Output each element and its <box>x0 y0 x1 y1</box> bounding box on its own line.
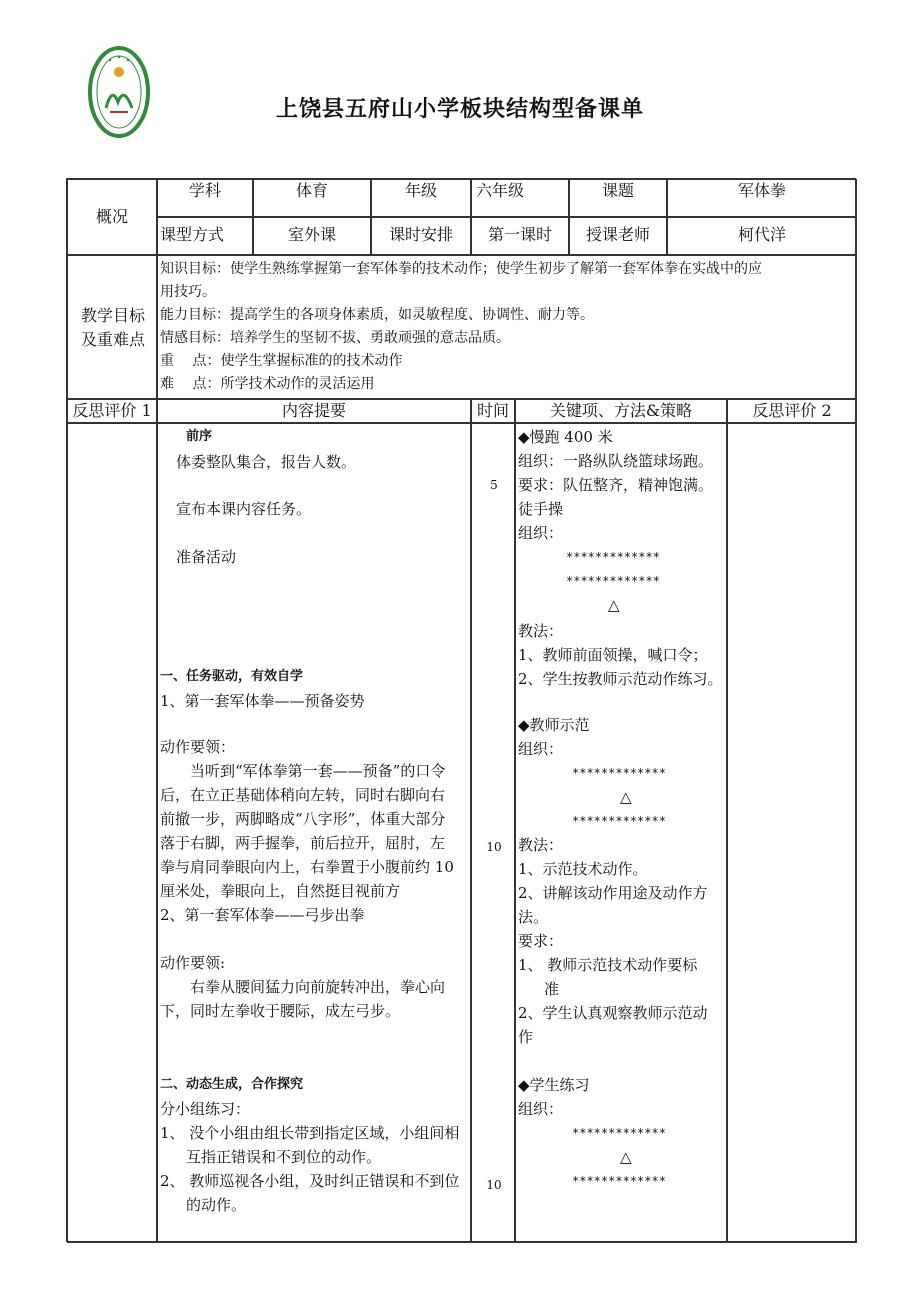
method-line: 1、教师前面领操，喊口令； <box>518 646 708 664</box>
goal-line: 难 点：所学技术动作的灵活运用 <box>160 376 375 392</box>
formation-row: ************* <box>566 550 660 564</box>
content-line: 互指正错误和不到位的动作。 <box>186 1148 382 1166</box>
teacher-value: 柯代洋 <box>667 217 857 255</box>
goals-content <box>157 255 857 399</box>
reflect2-cell <box>727 423 857 1243</box>
content-line: 落于右脚，两手握拳，前后拉开，屈肘，左 <box>160 834 446 852</box>
col-header-content: 内容提要 <box>157 399 471 423</box>
time-value: 5 <box>490 478 498 492</box>
method-line: 2、学生认真观察教师示范动 <box>518 1004 708 1022</box>
goals-label-line2: 及重难点 <box>80 330 145 349</box>
method-line: 1、 教师示范技术动作要标 <box>518 956 698 974</box>
teacher-label: 授课老师 <box>569 217 667 255</box>
method-line: 教法： <box>518 622 564 640</box>
content-line: 分小组练习： <box>160 1100 251 1118</box>
method-line: 组织： <box>518 1100 564 1118</box>
content-line: 1、第一套军体拳——预备姿势 <box>160 692 365 710</box>
method-line: 要求： <box>518 932 564 950</box>
formation-row: ************* <box>566 574 660 588</box>
method-line: 徒手操 <box>518 500 564 518</box>
topic-value: 军体拳 <box>667 179 857 217</box>
method-line: ◆教师示范 <box>518 716 590 734</box>
col-header-reflect1: 反思评价 1 <box>67 399 157 423</box>
goal-line: 知识目标：使学生熟练掌握第一套军体拳的技术动作；使学生初步了解第一套军体拳在实战中的应 <box>160 261 762 277</box>
goal-line: 用技巧。 <box>160 284 216 300</box>
period-value: 第一课时 <box>471 217 569 255</box>
goals-label-cell <box>67 255 157 399</box>
content-line: 动作要领： <box>160 738 236 756</box>
method-line: 组织： <box>518 740 564 758</box>
method-line: 组织： <box>518 524 564 542</box>
content-line: 的动作。 <box>186 1196 247 1214</box>
method-line: 要求：队伍整齐，精神饱满。 <box>518 476 714 494</box>
teacher-marker: △ <box>620 1148 632 1166</box>
method-line: ◆学生练习 <box>518 1076 590 1094</box>
period-label: 课时安排 <box>371 217 471 255</box>
content-line: 体委整队集合，报告人数。 <box>176 453 357 471</box>
formation-row: ************* <box>572 1126 666 1140</box>
content-line: 2、第一套军体拳——弓步出拳 <box>160 906 365 924</box>
time-cell <box>471 423 515 1243</box>
grade-value: 六年级 <box>471 179 569 217</box>
method-line: 教法： <box>518 836 564 854</box>
method-cell <box>515 423 727 1243</box>
method-line: 2、讲解该动作用途及动作方 <box>518 884 708 902</box>
content-heading: 一、任务驱动，有效自学 <box>160 669 304 684</box>
col-header-time: 时间 <box>471 399 515 423</box>
reflect1-cell <box>67 423 157 1243</box>
time-value: 10 <box>486 1178 502 1192</box>
content-line: 前撤一步，两脚略成“八字形”，体重大部分 <box>160 810 446 828</box>
method-line: 组织：一路纵队绕篮球场跑。 <box>518 452 714 470</box>
content-line: 宣布本课内容任务。 <box>176 500 312 518</box>
type-label: 课型方式 <box>157 217 253 255</box>
content-line: 后，在立正基础体稍向左转，同时右脚向右 <box>160 786 446 804</box>
content-cell <box>157 423 471 1243</box>
overview-label: 概况 <box>67 179 157 255</box>
content-line: 厘米处，拳眼向上，自然挺目视前方 <box>160 882 401 900</box>
goal-line: 能力目标：提高学生的各项身体素质，如灵敏程度、协调性、耐力等。 <box>160 307 594 323</box>
content-line: 当听到“军体拳第一套——预备”的口令 <box>190 762 446 780</box>
grade-label: 年级 <box>371 179 471 217</box>
formation-row: ************* <box>572 814 666 828</box>
teacher-marker: △ <box>608 596 620 614</box>
goal-line: 情感目标：培养学生的坚韧不拔、勇敢顽强的意志品质。 <box>160 330 510 346</box>
col-header-method: 关键项、方法&策略 <box>515 399 727 423</box>
teacher-marker: △ <box>620 788 632 806</box>
subject-value: 体育 <box>253 179 371 217</box>
content-line: 右拳从腰间猛力向前旋转冲出，拳心向 <box>190 978 446 996</box>
content-heading: 前序 <box>186 429 213 444</box>
content-heading: 二、动态生成，合作探究 <box>160 1077 304 1092</box>
method-line: 1、示范技术动作。 <box>518 860 648 878</box>
content-line: 动作要领: <box>160 954 226 972</box>
content-line: 下，同时左拳收于腰际，成左弓步。 <box>160 1002 401 1020</box>
time-value: 10 <box>486 840 502 854</box>
content-line: 2、 教师巡视各小组，及时纠正错误和不到位 <box>160 1172 460 1190</box>
lesson-plan-table <box>66 178 856 1242</box>
formation-row: ************* <box>572 766 666 780</box>
content-line: 拳与肩同拳眼向内上，右拳置于小腹前约 10 <box>160 858 454 876</box>
col-header-reflect2: 反思评价 2 <box>727 399 857 423</box>
method-line: ◆慢跑 400 米 <box>518 428 613 446</box>
method-line: 法。 <box>518 908 549 926</box>
method-line: 作 <box>518 1028 534 1046</box>
content-line: 准备活动 <box>176 548 237 566</box>
goal-line: 重 点：使学生掌握标准的的技术动作 <box>160 353 403 369</box>
topic-label: 课题 <box>569 179 667 217</box>
content-line: 1、 没个小组由组长带到指定区域，小组间相 <box>160 1124 460 1142</box>
type-value: 室外课 <box>253 217 371 255</box>
document-title: 上饶县五府山小学板块结构型备课单 <box>275 97 644 122</box>
method-line: 准 <box>544 980 560 998</box>
subject-label: 学科 <box>157 179 253 217</box>
method-line: 2、学生按教师示范动作练习。 <box>518 670 723 688</box>
formation-row: ************* <box>572 1174 666 1188</box>
goals-label-line1: 教学目标 <box>80 306 145 325</box>
